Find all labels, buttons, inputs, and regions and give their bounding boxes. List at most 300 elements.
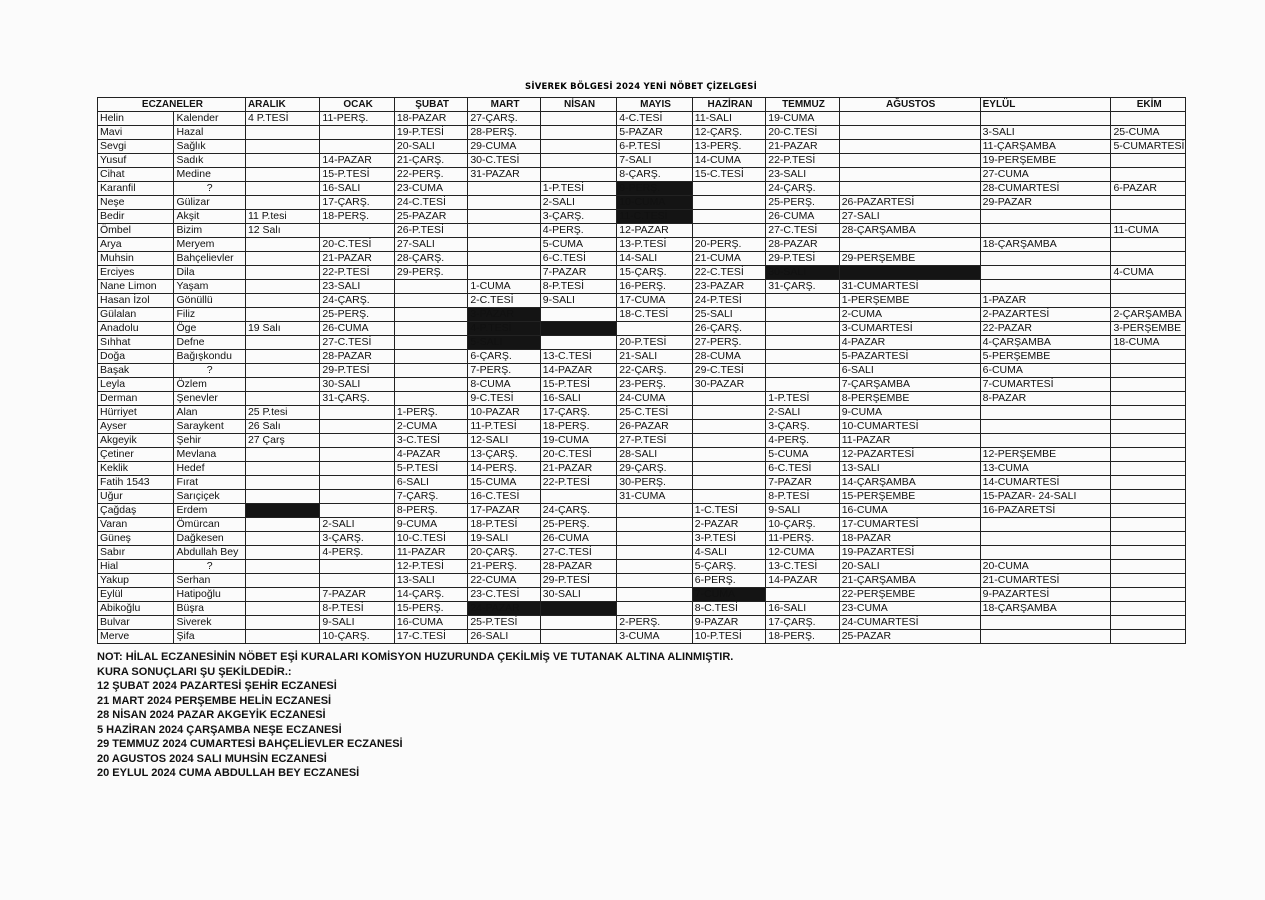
cell-ekim: 2-ÇARŞAMBA [1111,308,1186,322]
cell-pharmacy-alt-name: Ömürcan [174,518,245,532]
cell-pharmacy-name: Hürriyet [98,406,174,420]
cell-mart: 21-PERŞ. [468,560,540,574]
cell-temmuz [766,308,839,322]
cell-pharmacy-alt-name: Bağışkondu [174,350,245,364]
cell-subat: 2-CUMA [394,420,467,434]
cell-mart: 9-C.TESİ [468,392,540,406]
cell-mart: 16-C.TESİ [468,490,540,504]
cell-haziran: 9-PAZAR [692,616,765,630]
cell-subat: 13-SALI [394,574,467,588]
cell-ekim [1111,434,1186,448]
cell-ocak: 4-PERŞ. [320,546,394,560]
cell-haziran: 20-PERŞ. [692,238,765,252]
cell-nisan: 7-PAZAR [540,266,616,280]
cell-nisan [540,308,616,322]
cell-eylul: 8-PAZAR [980,392,1111,406]
note-line: 21 MART 2024 PERŞEMBE HELİN ECZANESİ [97,694,332,707]
header-ekim: EKİM [1111,98,1186,112]
cell-temmuz: 29-P.TESİ [766,252,839,266]
cell-mart: 7-PERŞ. [468,364,540,378]
cell-haziran [692,434,765,448]
cell-haziran: 1-C.TESİ [692,504,765,518]
cell-pharmacy-alt-name: Alan [174,406,245,420]
header-mayis: MAYIS [617,98,692,112]
cell-aralik [245,448,319,462]
cell-nisan [540,322,616,336]
cell-mayis: 17-CUMA [617,294,692,308]
cell-mart: 24-PAZAR [468,602,540,616]
cell-pharmacy-alt-name: Hazal [174,126,245,140]
cell-ekim: 6-PAZAR [1111,182,1186,196]
cell-ekim [1111,294,1186,308]
cell-temmuz: 12-CUMA [766,546,839,560]
note-line: KURA SONUÇLARI ŞU ŞEKİLDEDİR.: [97,665,292,678]
table-row [98,322,1186,336]
cell-haziran: 28-CUMA [692,350,765,364]
table-row [98,182,1186,196]
cell-ekim [1111,546,1186,560]
cell-ekim: 5-CUMARTESİ [1111,140,1186,154]
cell-mayis: 31-CUMA [617,490,692,504]
cell-aralik [245,154,319,168]
table-row [98,378,1186,392]
table-row [98,574,1186,588]
cell-agustos: 26-PAZARTESİ [839,196,980,210]
cell-subat: 9-CUMA [394,518,467,532]
cell-eylul [980,252,1111,266]
cell-eylul: 19-PERŞEMBE [980,154,1111,168]
header-subat: ŞUBAT [394,98,467,112]
cell-pharmacy-name: Keklik [98,462,174,476]
cell-ocak: 2-SALI [320,518,394,532]
cell-mayis: 30-PERŞ. [617,476,692,490]
cell-eylul: 6-CUMA [980,364,1111,378]
cell-pharmacy-alt-name: Gönüllü [174,294,245,308]
cell-subat: 29-PERŞ. [394,266,467,280]
cell-haziran: 29-C.TESİ [692,364,765,378]
table-row [98,168,1186,182]
cell-temmuz: 1-P.TESİ [766,392,839,406]
cell-temmuz: 13-C.TESİ [766,560,839,574]
cell-haziran: 25-SALI [692,308,765,322]
cell-agustos: 2-CUMA [839,308,980,322]
table-row [98,280,1186,294]
cell-ekim [1111,448,1186,462]
cell-mayis: 16-PERŞ. [617,280,692,294]
cell-agustos: 13-SALI [839,462,980,476]
table-row [98,448,1186,462]
cell-mayis: 7-SALI [617,154,692,168]
cell-subat [394,336,467,350]
cell-subat: 10-C.TESİ [394,532,467,546]
cell-mayis: 6-P.TESİ [617,140,692,154]
cell-temmuz: 20-C.TESİ [766,126,839,140]
cell-nisan: 1-P.TESİ [540,182,616,196]
cell-eylul [980,532,1111,546]
cell-haziran [692,392,765,406]
cell-ocak [320,448,394,462]
cell-temmuz [766,378,839,392]
cell-haziran: 30-PAZAR [692,378,765,392]
header-aralik: ARALIK [245,98,319,112]
cell-temmuz: 3-ÇARŞ. [766,420,839,434]
cell-ocak [320,434,394,448]
cell-subat: 26-P.TESİ [394,224,467,238]
cell-agustos: 6-SALI [839,364,980,378]
cell-ekim [1111,532,1186,546]
cell-eylul: 14-CUMARTESİ [980,476,1111,490]
cell-mayis: 27-P.TESİ [617,434,692,448]
table-header-row [98,98,1186,112]
cell-pharmacy-name: Çağdaş [98,504,174,518]
cell-aralik [245,476,319,490]
cell-aralik [245,308,319,322]
cell-mart: 13-ÇARŞ. [468,448,540,462]
cell-mart: 2-C.TESİ [468,294,540,308]
cell-ocak: 9-SALI [320,616,394,630]
cell-agustos: 3-CUMARTESİ [839,322,980,336]
cell-haziran: 3-P.TESİ [692,532,765,546]
cell-pharmacy-alt-name: ? [174,182,245,196]
cell-aralik [245,602,319,616]
table-row [98,392,1186,406]
cell-agustos: 23-CUMA [839,602,980,616]
cell-agustos: 16-CUMA [839,504,980,518]
cell-eylul [980,280,1111,294]
table-row [98,252,1186,266]
cell-eylul: 4-ÇARŞAMBA [980,336,1111,350]
table-row [98,140,1186,154]
cell-haziran: 12-ÇARŞ. [692,126,765,140]
cell-pharmacy-alt-name: ? [174,364,245,378]
cell-ocak: 7-PAZAR [320,588,394,602]
cell-pharmacy-name: Arya [98,238,174,252]
cell-agustos: 19-PAZARTESİ [839,546,980,560]
cell-pharmacy-name: Bulvar [98,616,174,630]
cell-pharmacy-alt-name: Hatipoğlu [174,588,245,602]
cell-temmuz: 18-PERŞ. [766,630,839,644]
cell-ocak [320,420,394,434]
cell-aralik [245,490,319,504]
cell-ocak: 22-P.TESİ [320,266,394,280]
cell-ocak: 17-ÇARŞ. [320,196,394,210]
cell-pharmacy-name: Akgeyik [98,434,174,448]
cell-eylul [980,630,1111,644]
cell-mayis [617,532,692,546]
cell-mayis: 10-CUMA [617,196,692,210]
cell-ekim [1111,112,1186,126]
table-row [98,420,1186,434]
cell-aralik [245,392,319,406]
cell-temmuz: 7-PAZAR [766,476,839,490]
cell-ocak: 3-ÇARŞ. [320,532,394,546]
cell-aralik [245,168,319,182]
draw-notes [97,650,733,781]
cell-mart: 14-PERŞ. [468,462,540,476]
cell-temmuz: 6-C.TESİ [766,462,839,476]
cell-mayis: 12-PAZAR [617,224,692,238]
cell-agustos: 12-PAZARTESİ [839,448,980,462]
cell-mart: 26-SALI [468,630,540,644]
cell-eylul [980,420,1111,434]
cell-ekim: 18-CUMA [1111,336,1186,350]
cell-mayis: 4-C.TESİ [617,112,692,126]
cell-eylul [980,210,1111,224]
cell-ekim [1111,476,1186,490]
table-row [98,406,1186,420]
cell-agustos: 29-PERŞEMBE [839,252,980,266]
cell-ocak: 27-C.TESİ [320,336,394,350]
cell-mart: 25-P.TESİ [468,616,540,630]
cell-pharmacy-alt-name: Şifa [174,630,245,644]
cell-subat: 14-ÇARŞ. [394,588,467,602]
cell-pharmacy-alt-name: Kalender [174,112,245,126]
cell-eylul: 15-PAZAR- 24-SALI [980,490,1111,504]
cell-pharmacy-name: Hial [98,560,174,574]
cell-pharmacy-name: Mavi [98,126,174,140]
cell-mart [468,252,540,266]
cell-mayis: 3-CUMA [617,630,692,644]
cell-pharmacy-alt-name: ? [174,560,245,574]
cell-mart: 3-PAZAR [468,308,540,322]
cell-subat: 27-SALI [394,238,467,252]
cell-mayis [617,518,692,532]
cell-nisan: 2-SALI [540,196,616,210]
cell-pharmacy-name: Abikoğlu [98,602,174,616]
cell-pharmacy-name: Muhsin [98,252,174,266]
cell-nisan: 20-C.TESİ [540,448,616,462]
cell-ekim [1111,560,1186,574]
cell-mayis: 15-ÇARŞ. [617,266,692,280]
cell-nisan: 18-PERŞ. [540,420,616,434]
cell-agustos: 9-CUMA [839,406,980,420]
cell-aralik [245,182,319,196]
cell-aralik [245,560,319,574]
cell-nisan: 30-SALI [540,588,616,602]
cell-ocak [320,140,394,154]
cell-temmuz: 31-ÇARŞ. [766,280,839,294]
cell-mayis: 20-P.TESİ [617,336,692,350]
table-row [98,560,1186,574]
cell-nisan: 8-P.TESİ [540,280,616,294]
cell-haziran [692,462,765,476]
cell-subat [394,322,467,336]
note-line: NOT: HİLAL ECZANESİNİN NÖBET EŞİ KURALARI KOMİSYON HUZURUNDA ÇEKİLMİŞ VE TUTANAK ALTINA ALINMIŞTIR. [97,651,734,663]
cell-ocak [320,560,394,574]
cell-agustos: 14-ÇARŞAMBA [839,476,980,490]
cell-mart [468,224,540,238]
table-row [98,350,1186,364]
cell-ocak: 31-ÇARŞ. [320,392,394,406]
cell-ocak: 10-ÇARŞ. [320,630,394,644]
cell-pharmacy-name: Gülalan [98,308,174,322]
cell-pharmacy-name: Yusuf [98,154,174,168]
cell-eylul: 1-PAZAR [980,294,1111,308]
cell-haziran [692,196,765,210]
cell-nisan: 29-P.TESİ [540,574,616,588]
cell-nisan [540,140,616,154]
cell-subat: 28-ÇARŞ. [394,252,467,266]
cell-mart: 20-ÇARŞ. [468,546,540,560]
cell-temmuz: 8-P.TESİ [766,490,839,504]
cell-mart: 27-ÇARŞ. [468,112,540,126]
cell-eylul [980,434,1111,448]
cell-haziran: 27-PERŞ. [692,336,765,350]
page-title: SİVEREK BÖLGESİ 2024 YENİ NÖBET ÇİZELGESİ [525,82,757,92]
cell-ekim [1111,378,1186,392]
duty-roster-table [97,97,1186,644]
cell-pharmacy-alt-name: Akşit [174,210,245,224]
cell-aralik [245,294,319,308]
cell-mayis: 21-SALI [617,350,692,364]
cell-ekim [1111,518,1186,532]
cell-agustos: 20-SALI [839,560,980,574]
cell-subat [394,308,467,322]
cell-nisan [540,154,616,168]
cell-aralik [245,616,319,630]
cell-pharmacy-name: Merve [98,630,174,644]
cell-ekim [1111,602,1186,616]
cell-eylul: 7-CUMARTESİ [980,378,1111,392]
cell-subat: 7-ÇARŞ. [394,490,467,504]
table-row [98,476,1186,490]
table-row [98,504,1186,518]
cell-pharmacy-alt-name: Medine [174,168,245,182]
cell-eylul: 20-CUMA [980,560,1111,574]
cell-pharmacy-alt-name: Yaşam [174,280,245,294]
cell-mart: 22-CUMA [468,574,540,588]
cell-aralik [245,252,319,266]
cell-nisan: 4-PERŞ. [540,224,616,238]
cell-pharmacy-name: Varan [98,518,174,532]
cell-agustos [839,266,980,280]
cell-haziran: 8-C.TESİ [692,602,765,616]
cell-mart: 6-ÇARŞ. [468,350,540,364]
cell-ocak [320,126,394,140]
cell-pharmacy-alt-name: Filiz [174,308,245,322]
cell-agustos: 15-PERŞEMBE [839,490,980,504]
cell-nisan: 22-P.TESİ [540,476,616,490]
cell-eylul [980,518,1111,532]
cell-eylul: 11-ÇARŞAMBA [980,140,1111,154]
cell-agustos: 8-PERŞEMBE [839,392,980,406]
cell-ocak: 21-PAZAR [320,252,394,266]
cell-eylul: 9-PAZARTESİ [980,588,1111,602]
cell-haziran [692,406,765,420]
header-eylul: EYLÜL [980,98,1111,112]
cell-haziran [692,448,765,462]
cell-subat: 6-SALI [394,476,467,490]
cell-subat [394,392,467,406]
cell-aralik: 26 Salı [245,420,319,434]
cell-nisan: 28-PAZAR [540,560,616,574]
cell-agustos [839,238,980,252]
cell-temmuz: 23-SALI [766,168,839,182]
cell-nisan: 13-C.TESİ [540,350,616,364]
cell-pharmacy-alt-name: Özlem [174,378,245,392]
cell-nisan: 21-PAZAR [540,462,616,476]
cell-ekim [1111,350,1186,364]
cell-aralik [245,518,319,532]
note-line: 28 NİSAN 2024 PAZAR AKGEYİK ECZANESİ [97,709,326,721]
cell-ocak: 25-PERŞ. [320,308,394,322]
table-row [98,434,1186,448]
cell-subat [394,364,467,378]
cell-aralik [245,196,319,210]
cell-temmuz: 4-PERŞ. [766,434,839,448]
cell-pharmacy-alt-name: Dağkesen [174,532,245,546]
table-row [98,616,1186,630]
cell-temmuz: 21-PAZAR [766,140,839,154]
cell-haziran: 7-CUMA [692,588,765,602]
cell-mart: 19-SALI [468,532,540,546]
cell-haziran: 15-C.TESİ [692,168,765,182]
cell-mart: 17-PAZAR [468,504,540,518]
cell-pharmacy-alt-name: Gülizar [174,196,245,210]
cell-ocak [320,462,394,476]
cell-pharmacy-name: Derman [98,392,174,406]
cell-haziran: 5-ÇARŞ. [692,560,765,574]
cell-pharmacy-alt-name: Öge [174,322,245,336]
cell-haziran: 22-C.TESİ [692,266,765,280]
cell-ocak: 18-PERŞ. [320,210,394,224]
cell-haziran: 14-CUMA [692,154,765,168]
cell-nisan: 24-ÇARŞ. [540,504,616,518]
cell-pharmacy-alt-name: Bizim [174,224,245,238]
cell-mart [468,210,540,224]
cell-ekim [1111,504,1186,518]
cell-nisan [540,112,616,126]
cell-mart: 12-SALI [468,434,540,448]
cell-ekim: 4-CUMA [1111,266,1186,280]
cell-pharmacy-name: Sıhhat [98,336,174,350]
cell-ekim [1111,630,1186,644]
cell-temmuz: 26-CUMA [766,210,839,224]
cell-nisan [540,126,616,140]
cell-pharmacy-name: Cihat [98,168,174,182]
cell-pharmacy-name: Anadolu [98,322,174,336]
cell-haziran [692,182,765,196]
cell-ekim [1111,210,1186,224]
cell-agustos: 27-SALI [839,210,980,224]
cell-ocak: 15-P.TESİ [320,168,394,182]
cell-pharmacy-name: Nane Limon [98,280,174,294]
cell-ekim [1111,168,1186,182]
cell-mayis: 23-PERŞ. [617,378,692,392]
cell-subat: 3-C.TESİ [394,434,467,448]
cell-aralik [245,350,319,364]
cell-eylul: 22-PAZAR [980,322,1111,336]
cell-ocak: 8-P.TESİ [320,602,394,616]
cell-nisan: 14-PAZAR [540,364,616,378]
cell-ocak: 26-CUMA [320,322,394,336]
cell-subat: 21-ÇARŞ. [394,154,467,168]
cell-pharmacy-alt-name: Büşra [174,602,245,616]
cell-agustos: 24-CUMARTESİ [839,616,980,630]
cell-subat [394,378,467,392]
cell-aralik: 25 P.tesi [245,406,319,420]
cell-agustos: 17-CUMARTESİ [839,518,980,532]
cell-mayis: 5-PAZAR [617,126,692,140]
cell-ekim [1111,574,1186,588]
note-line: 20 EYLUL 2024 CUMA ABDULLAH BEY ECZANESİ [97,767,360,779]
cell-pharmacy-name: Hasan İzol [98,294,174,308]
header-nisan: NİSAN [540,98,616,112]
cell-pharmacy-name: Erciyes [98,266,174,280]
cell-mart: 23-C.TESİ [468,588,540,602]
note-line: 29 TEMMUZ 2024 CUMARTESİ BAHÇELİEVLER ECZANESİ [97,738,403,750]
cell-haziran: 2-PAZAR [692,518,765,532]
